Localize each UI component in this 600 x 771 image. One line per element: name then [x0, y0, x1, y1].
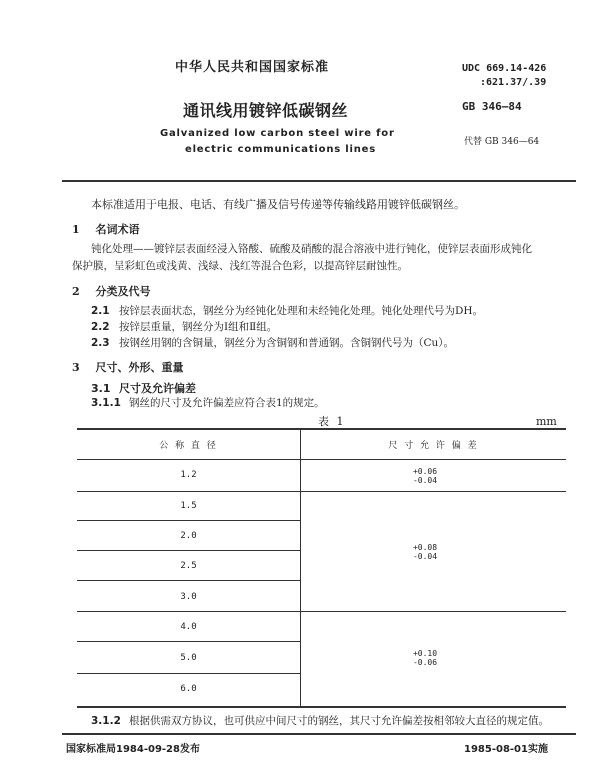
clause-3-1-2-text: 根据供需双方协议，也可供应中间尺寸的钢丝，其尺寸允许偏差按相邻较大直径的规定值。	[129, 715, 549, 727]
section-3-title: 尺寸、外形、重量	[95, 361, 184, 374]
clause-2-1-number: 2.1	[91, 305, 110, 317]
table-row-line	[77, 641, 300, 642]
table-row-line	[77, 580, 300, 581]
section-1-title: 名词术语	[95, 223, 140, 236]
document-title-english-line-2: electric communications lines	[185, 144, 376, 155]
tolerance-minus: -0.04	[412, 476, 438, 485]
clause-2-2-text: 按锌层重量，钢丝分为Ⅰ组和Ⅱ组。	[119, 321, 278, 333]
issuing-org-title: 中华人民共和国国家标准	[175, 60, 330, 75]
table-cell-diameter: 5.0	[180, 653, 197, 663]
clause-2-3-number: 2.3	[91, 337, 110, 349]
tolerance-plus: +0.06	[412, 467, 438, 476]
document-title-english-line-1: Galvanized low carbon steel wire for	[160, 128, 395, 139]
intro-paragraph: 本标准适用于电报、电话、有线广播及信号传递等传输线路用镀锌低碳钢丝。	[91, 198, 465, 211]
clause-3-1-heading	[91, 380, 196, 396]
udc-code-line-2: :621.37/.39	[480, 77, 547, 88]
table-cell-diameter: 3.0	[180, 592, 197, 602]
clause-3-1-1	[91, 396, 325, 411]
document-title-chinese: 通讯线用镀锌低碳钢丝	[183, 101, 349, 120]
footer-divider	[62, 733, 576, 735]
clause-2-3	[91, 336, 454, 351]
table-cell-tolerance	[301, 467, 549, 485]
clause-3-1-1-text: 钢丝的尺寸及允许偏差应符合表1的规定。	[129, 397, 325, 409]
table-row-line	[77, 611, 566, 612]
section-3-number: 3	[72, 361, 80, 374]
clause-3-1-title: 尺寸及允许偏差	[119, 382, 196, 395]
clause-3-1-2	[91, 714, 549, 729]
section-1-text-line-2: 保护膜，呈彩虹色或浅黄、浅绿、浅红等混合色彩，以提高锌层耐蚀性。	[72, 260, 408, 272]
table-cell-diameter: 1.2	[180, 470, 197, 480]
table-caption: 表 1	[318, 415, 346, 428]
clause-3-1-number: 3.1	[91, 382, 111, 395]
tolerance-minus: -0.04	[412, 552, 438, 561]
section-2-title: 分类及代号	[95, 285, 151, 298]
table-cell-tolerance	[301, 543, 549, 561]
replaces-standard: 代替 GB 346—64	[464, 137, 540, 147]
table-cell-diameter: 4.0	[180, 622, 197, 632]
tolerance-plus: +0.08	[412, 543, 438, 552]
table-unit: mm	[536, 415, 557, 428]
table-header-nominal-diameter: 公 称 直 径	[159, 441, 218, 451]
effective-date: 1985-08-01实施	[464, 744, 548, 755]
table-header-tolerance: 尺 寸 允 许 偏 差	[388, 441, 479, 451]
clause-3-1-1-number: 3.1.1	[91, 397, 121, 409]
clause-3-1-2-number: 3.1.2	[91, 715, 121, 727]
table-row-line	[77, 491, 566, 492]
clause-2-1-text: 按锌层表面状态，钢丝分为经钝化处理和未经钝化处理。钝化处理代号为DH。	[119, 305, 484, 317]
clause-2-2-number: 2.2	[91, 321, 110, 333]
section-1-heading	[72, 221, 140, 237]
table-cell-tolerance	[301, 649, 549, 667]
table-bottom-border	[77, 706, 566, 708]
issue-date: 国家标准局1984-09-28发布	[66, 744, 200, 755]
table-row-line	[77, 520, 300, 521]
header-divider	[62, 180, 576, 182]
table-row-line	[77, 673, 300, 674]
table-cell-diameter: 1.5	[180, 501, 197, 511]
clause-2-3-text: 按钢丝用钢的含铜量，钢丝分为含铜钢和普通钢。含铜钢代号为（Cu）。	[119, 337, 455, 349]
table-cell-diameter: 2.0	[180, 531, 197, 541]
section-1-number: 1	[72, 223, 80, 236]
section-1-text-line-1: 钝化处理——镀锌层表面经浸入铬酸、硫酸及硝酸的混合溶液中进行钝化，使锌层表面形成钝化	[91, 243, 532, 255]
table-header-bottom-border	[77, 459, 566, 460]
table-cell-diameter: 2.5	[180, 561, 197, 571]
section-2-heading	[72, 283, 151, 299]
section-2-number: 2	[72, 285, 80, 298]
clause-2-1	[91, 304, 483, 319]
standard-number: GB 346—84	[462, 100, 522, 113]
table-top-border	[77, 428, 566, 430]
clause-2-2	[91, 320, 277, 335]
tolerance-minus: -0.06	[412, 658, 438, 667]
tolerance-plus: +0.10	[412, 649, 438, 658]
section-3-heading	[72, 359, 184, 375]
udc-code-line-1: UDC 669.14-426	[462, 63, 547, 74]
table-row-line	[77, 550, 300, 551]
table-cell-diameter: 6.0	[180, 684, 197, 694]
